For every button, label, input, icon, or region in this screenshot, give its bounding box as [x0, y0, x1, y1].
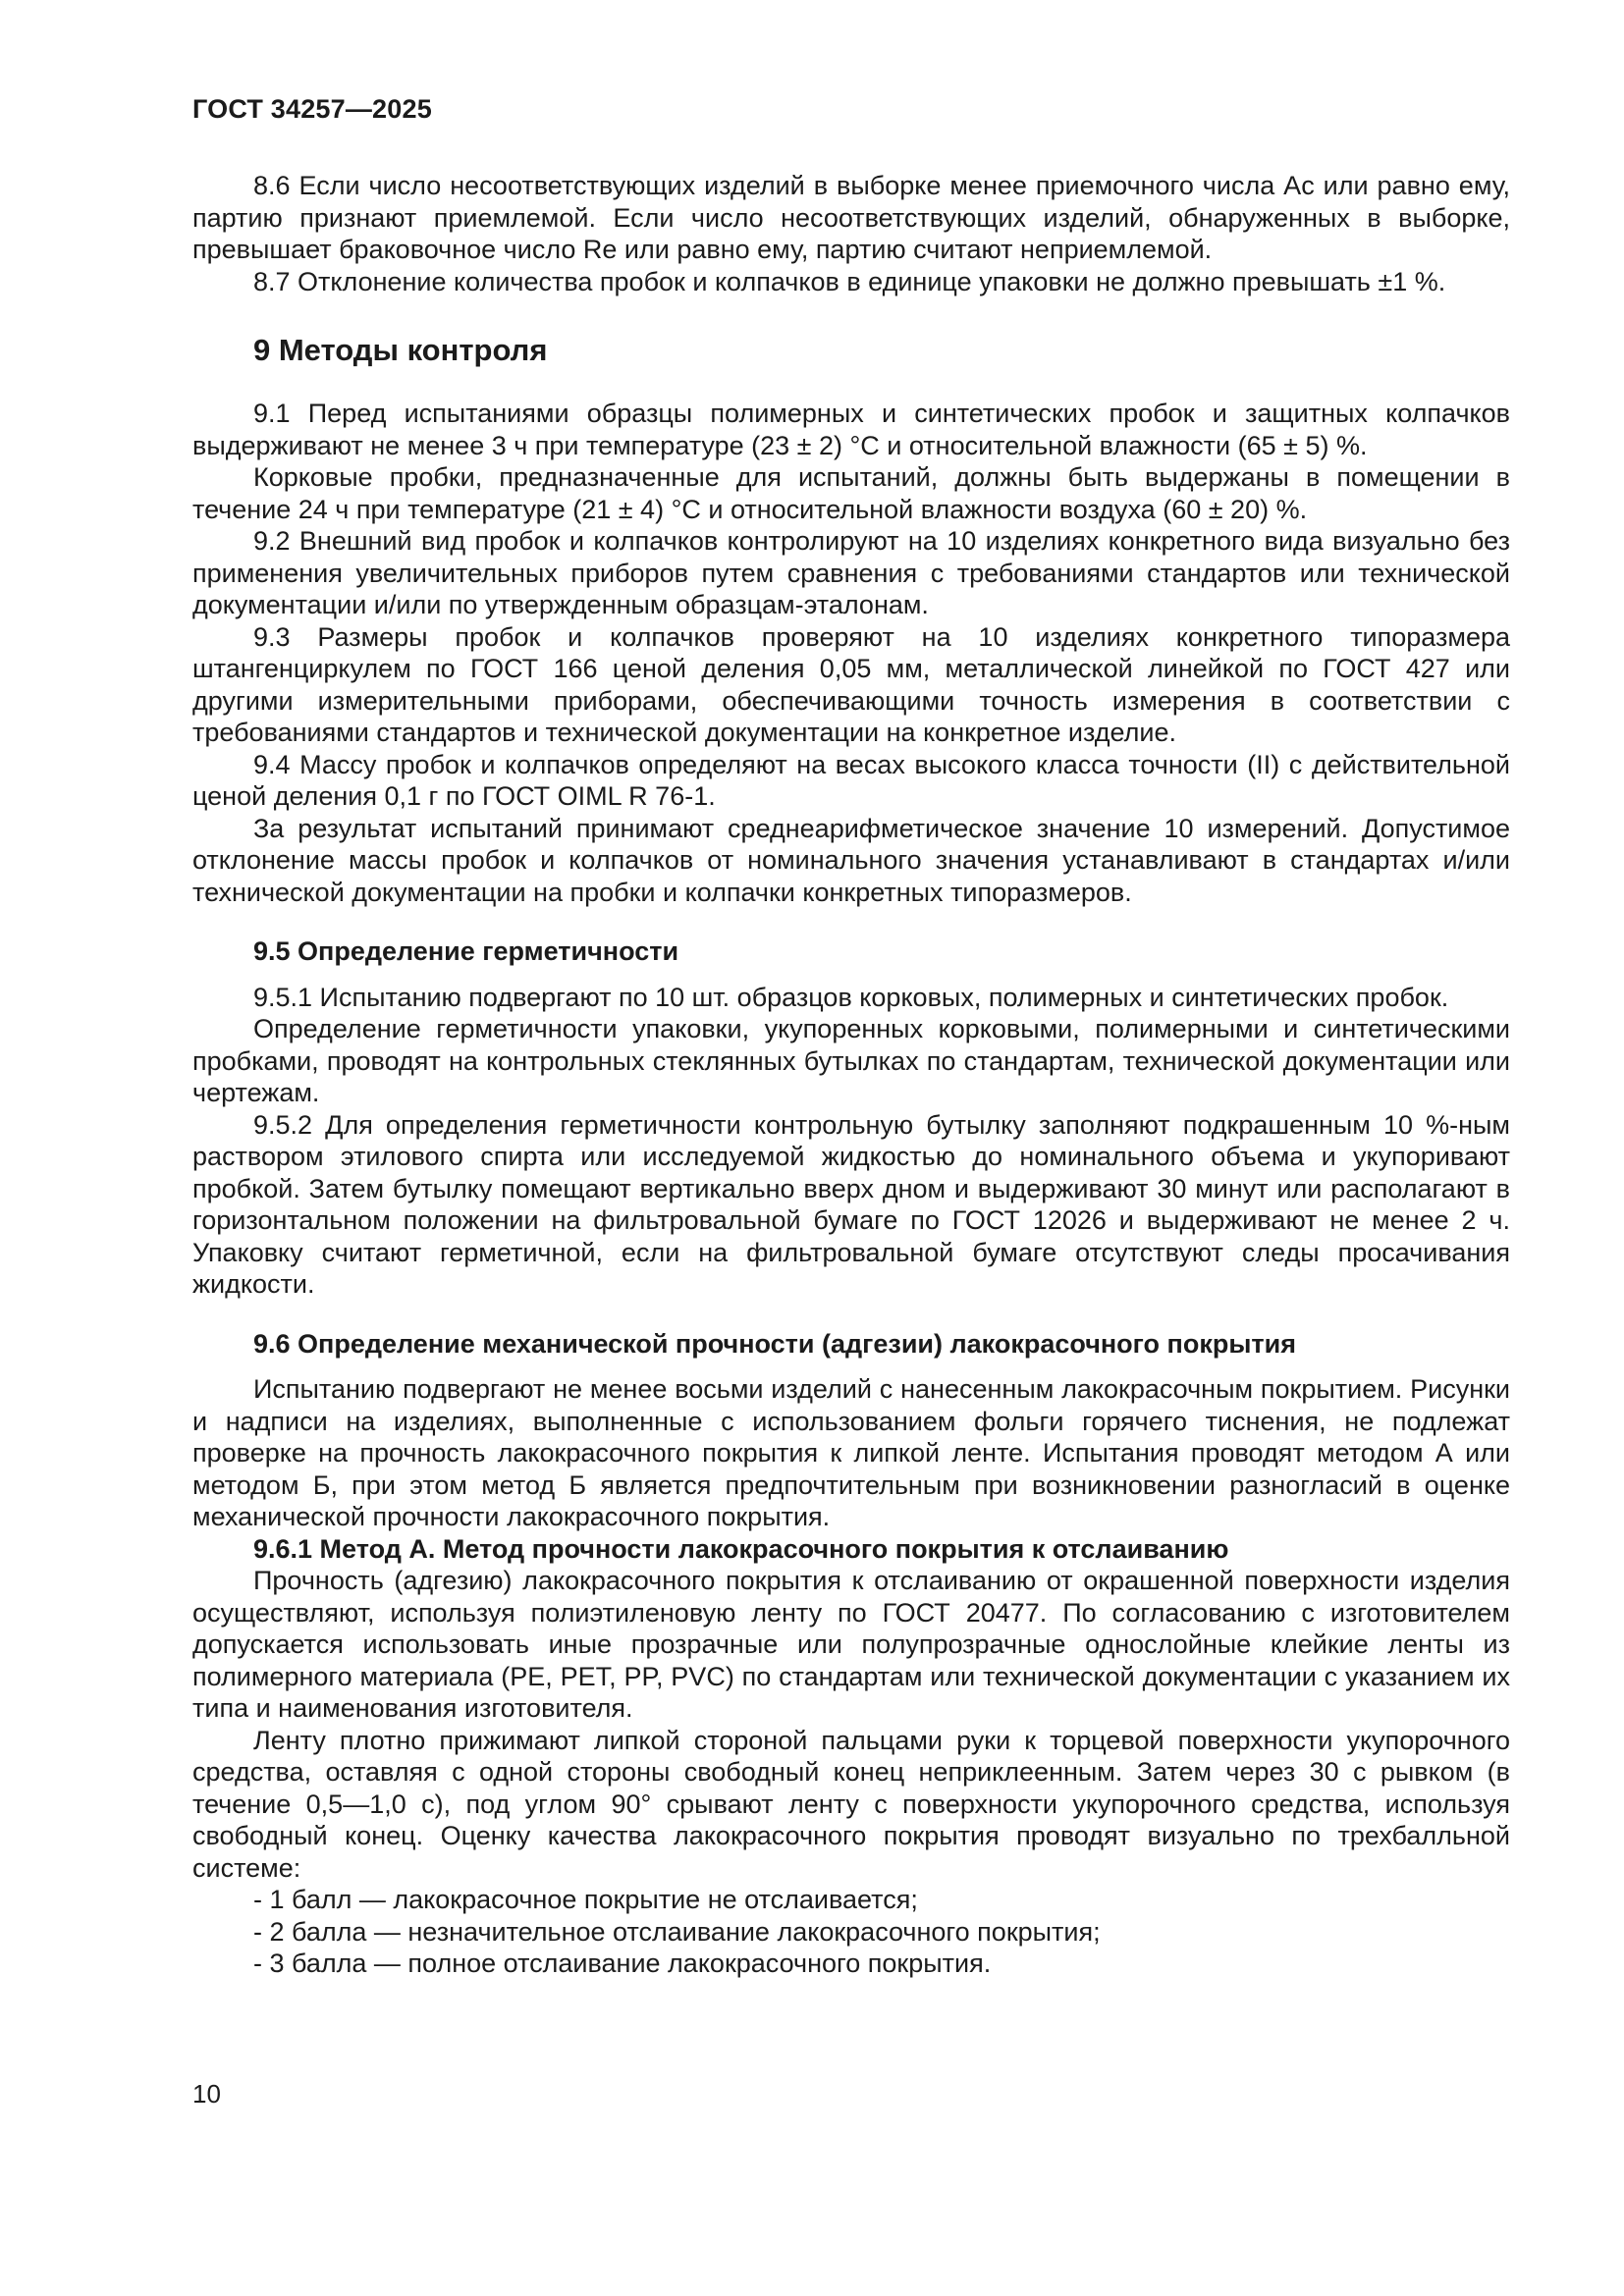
paragraph: Испытанию подвергают не менее восьми изделий с нанесенным лакокрасочным покрытием. Рисунки и надписи на изделиях, выполненные с использованием фольги горячего тиснения, не подлежат проверке на прочность лакокрасочного покрытия к липкой ленте. Испытания проводят методом А или методом Б, при этом метод Б является предпочтительным при возникновении разногласий в оценке механической прочности лакокрасочного покрытия. [192, 1374, 1510, 1531]
list-item: - 3 балла — полное отслаивание лакокрасочного покрытия. [253, 1949, 992, 1978]
paragraph: За результат испытаний принимают среднеарифметическое значение 10 измерений. Допустимое отклонение массы пробок и колпачков от номинального значения устанавливают в стандартах и/или технической документации на пробки и колпачки конкретных типоразмеров. [192, 813, 1510, 907]
paragraph: 8.6 Если число несоответствующих изделий в выборке менее приемочного числа Ac или равно ему, партию признают приемлемой. Если число несоответствующих изделий, обнаруженных в выборке, превышает браковочное число Re или равно ему, партию считают неприемлемой. [192, 171, 1510, 264]
document-body [192, 170, 1510, 1980]
section-heading: 9 Методы контроля [253, 333, 548, 367]
paragraph: 9.2 Внешний вид пробок и колпачков контролируют на 10 изделиях конкретного вида визуально без применения увеличительных приборов путем сравнения с требованиями стандартов или технической документации и/или по утвержденным образцам-эталонам. [192, 526, 1510, 619]
paragraph: Ленту плотно прижимают липкой стороной пальцами руки к торцевой поверхности укупорочного средства, оставляя с одной стороны свободный конец неприклеенным. Затем через 30 с рывком (в течение 0,5—1,0 с), под углом 90° срывают ленту с поверхности укупорочного средства, используя свободный конец. Оценку качества лакокрасочного покрытия проводят визуально по трехбалльной системе: [192, 1725, 1510, 1883]
paragraph: 8.7 Отклонение количества пробок и колпачков в единице упаковки не должно превышать ±1 %. [253, 266, 1446, 296]
paragraph: 9.1 Перед испытаниями образцы полимерных и синтетических пробок и защитных колпачков выдерживают не менее 3 ч при температуре (23 ± 2) °C и относительной влажности (65 ± 5) %. [192, 399, 1510, 460]
paragraph: 9.3 Размеры пробок и колпачков проверяют на 10 изделиях конкретного типоразмера штангенциркулем по ГОСТ 166 ценой деления 0,05 мм, металлической линейкой по ГОСТ 427 или другими измерительными приборами, обеспечивающими точность измерения в соответствии с требованиями стандартов и технической документации на конкретное изделие. [192, 621, 1510, 747]
paragraph: 9.5.2 Для определения герметичности контрольную бутылку заполняют подкрашенным 10 %-ным раствором этилового спирта или исследуемой жидкостью до номинального объема и укупоривают пробкой. Затем бутылку помещают вертикально вверх дном и выдерживают 30 минут или располагают в горизонтальном положении на фильтровальной бумаге по ГОСТ 12026 и выдерживают не менее 2 ч. Упаковку считают герметичной, если на фильтровальной бумаге отсутствуют следы просачивания жидкости. [192, 1109, 1510, 1299]
bold-paragraph: 9.6.1 Метод А. Метод прочности лакокрасочного покрытия к отслаиванию [253, 1533, 1229, 1564]
paragraph: Прочность (адгезию) лакокрасочного покрытия к отслаиванию от окрашенной поверхности изделия осуществляют, используя полиэтиленовую ленту по ГОСТ 20477. По согласованию с изготовителем допускается использовать иные прозрачные или полупрозрачные однослойные клейкие ленты из полимерного материала (PE, PET, PP, PVC) по стандартам или технической документации с указанием их типа и наименования изготовителя. [192, 1566, 1510, 1723]
list-item: - 1 балл — лакокрасочное покрытие не отслаивается; [253, 1885, 918, 1914]
subsection-heading: 9.6 Определение механической прочности (адгезии) лакокрасочного покрытия [253, 1328, 1296, 1359]
paragraph: Определение герметичности упаковки, укупоренных корковыми, полимерными и синтетическими пробками, проводят на контрольных стеклянных бутылках по стандартам, технической документации или чертежам. [192, 1014, 1510, 1107]
paragraph: Корковые пробки, предназначенные для испытаний, должны быть выдержаны в помещении в течение 24 ч при температуре (21 ± 4) °C и относительной влажности воздуха (60 ± 20) %. [192, 462, 1510, 524]
subsection-heading: 9.5 Определение герметичности [253, 936, 679, 966]
list-item: - 2 балла — незначительное отслаивание лакокрасочного покрытия; [253, 1916, 1101, 1947]
paragraph: 9.5.1 Испытанию подвергают по 10 шт. образцов корковых, полимерных и синтетических пробок. [253, 982, 1449, 1012]
paragraph: 9.4 Массу пробок и колпачков определяют на весах высокого класса точности (II) с действительной ценой деления 0,1 г по ГОСТ OIML R 76-1. [192, 749, 1510, 811]
doc-header: ГОСТ 34257—2025 [192, 94, 432, 124]
page-number: 10 [192, 2079, 221, 2109]
